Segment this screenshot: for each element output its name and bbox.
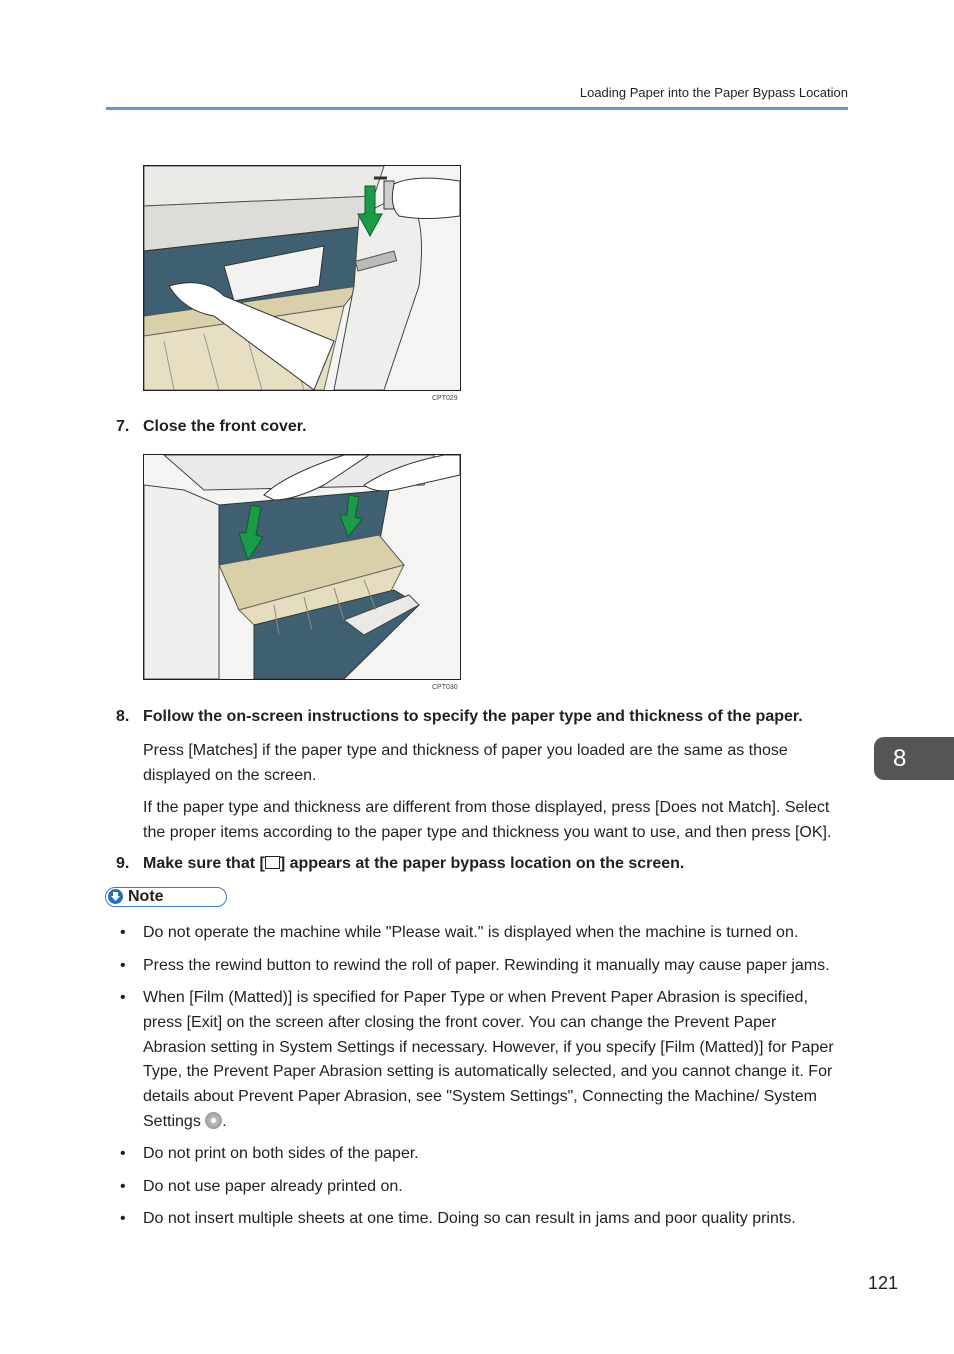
step-text-before: Make sure that [	[143, 855, 265, 872]
step-7	[116, 418, 307, 436]
bypass-menu-icon	[265, 856, 280, 869]
figure-cpt029	[143, 165, 461, 391]
step-number: 7.	[116, 418, 130, 435]
step-number: 9.	[116, 855, 130, 872]
step-8-paragraph-1: Press [Matches] if the paper type and thickness of paper you loaded are the same as those displayed on the screen.	[143, 742, 788, 784]
figure-caption: CPT030	[432, 684, 458, 691]
step-text: Follow the on-screen instructions to specify the paper type and thickness of the paper.	[143, 708, 803, 725]
manual-disc-icon	[205, 1112, 222, 1129]
note-item: • Do not print on both sides of the paper.	[120, 1145, 419, 1162]
step-text-after: ] appears at the paper bypass location on the screen.	[279, 855, 685, 872]
step-number: 8.	[116, 708, 130, 725]
step-8-paragraph-2: If the paper type and thickness are different from those displayed, press [Does not Match]. Select the proper items according to the paper type and thickness you want to use, and then press [OK].	[143, 799, 832, 841]
note-item: • Do not insert multiple sheets at one time. Doing so can result in jams and poor quality prints.	[120, 1210, 796, 1227]
note-item: • Press the rewind button to rewind the roll of paper. Rewinding it manually may cause paper jams.	[120, 957, 830, 974]
note-badge	[105, 887, 227, 907]
header-rule	[106, 107, 848, 110]
figure-cpt030	[143, 454, 461, 680]
figure-caption: CPT029	[432, 395, 458, 402]
step-text: Close the front cover.	[143, 418, 307, 435]
step-9	[116, 855, 684, 873]
note-item: • Do not use paper already printed on.	[120, 1178, 403, 1195]
note-label: Note	[128, 888, 164, 905]
step-8	[116, 708, 803, 726]
down-arrow-icon	[108, 889, 123, 904]
running-header: Loading Paper into the Paper Bypass Location	[579, 85, 848, 100]
chapter-tab: 8	[874, 737, 954, 780]
page-number: 121	[867, 1273, 898, 1293]
note-item: • Do not operate the machine while "Please wait." is displayed when the machine is turned on.	[120, 924, 799, 941]
note-item: • When [Film (Matted)] is specified for Paper Type or when Prevent Paper Abrasion is specified, press [Exit] on the screen after closing the front cover. You can change the Prevent Paper Abrasion setting in System Settings if necessary. However, if you specify [Film (Matted)] for Paper Type, the Prevent Paper Abrasion setting is automatically selected, and you cannot change it. For details about Prevent Paper Abrasion, see "System Settings", Connecting the Machine/ System Settings .	[120, 989, 834, 1130]
